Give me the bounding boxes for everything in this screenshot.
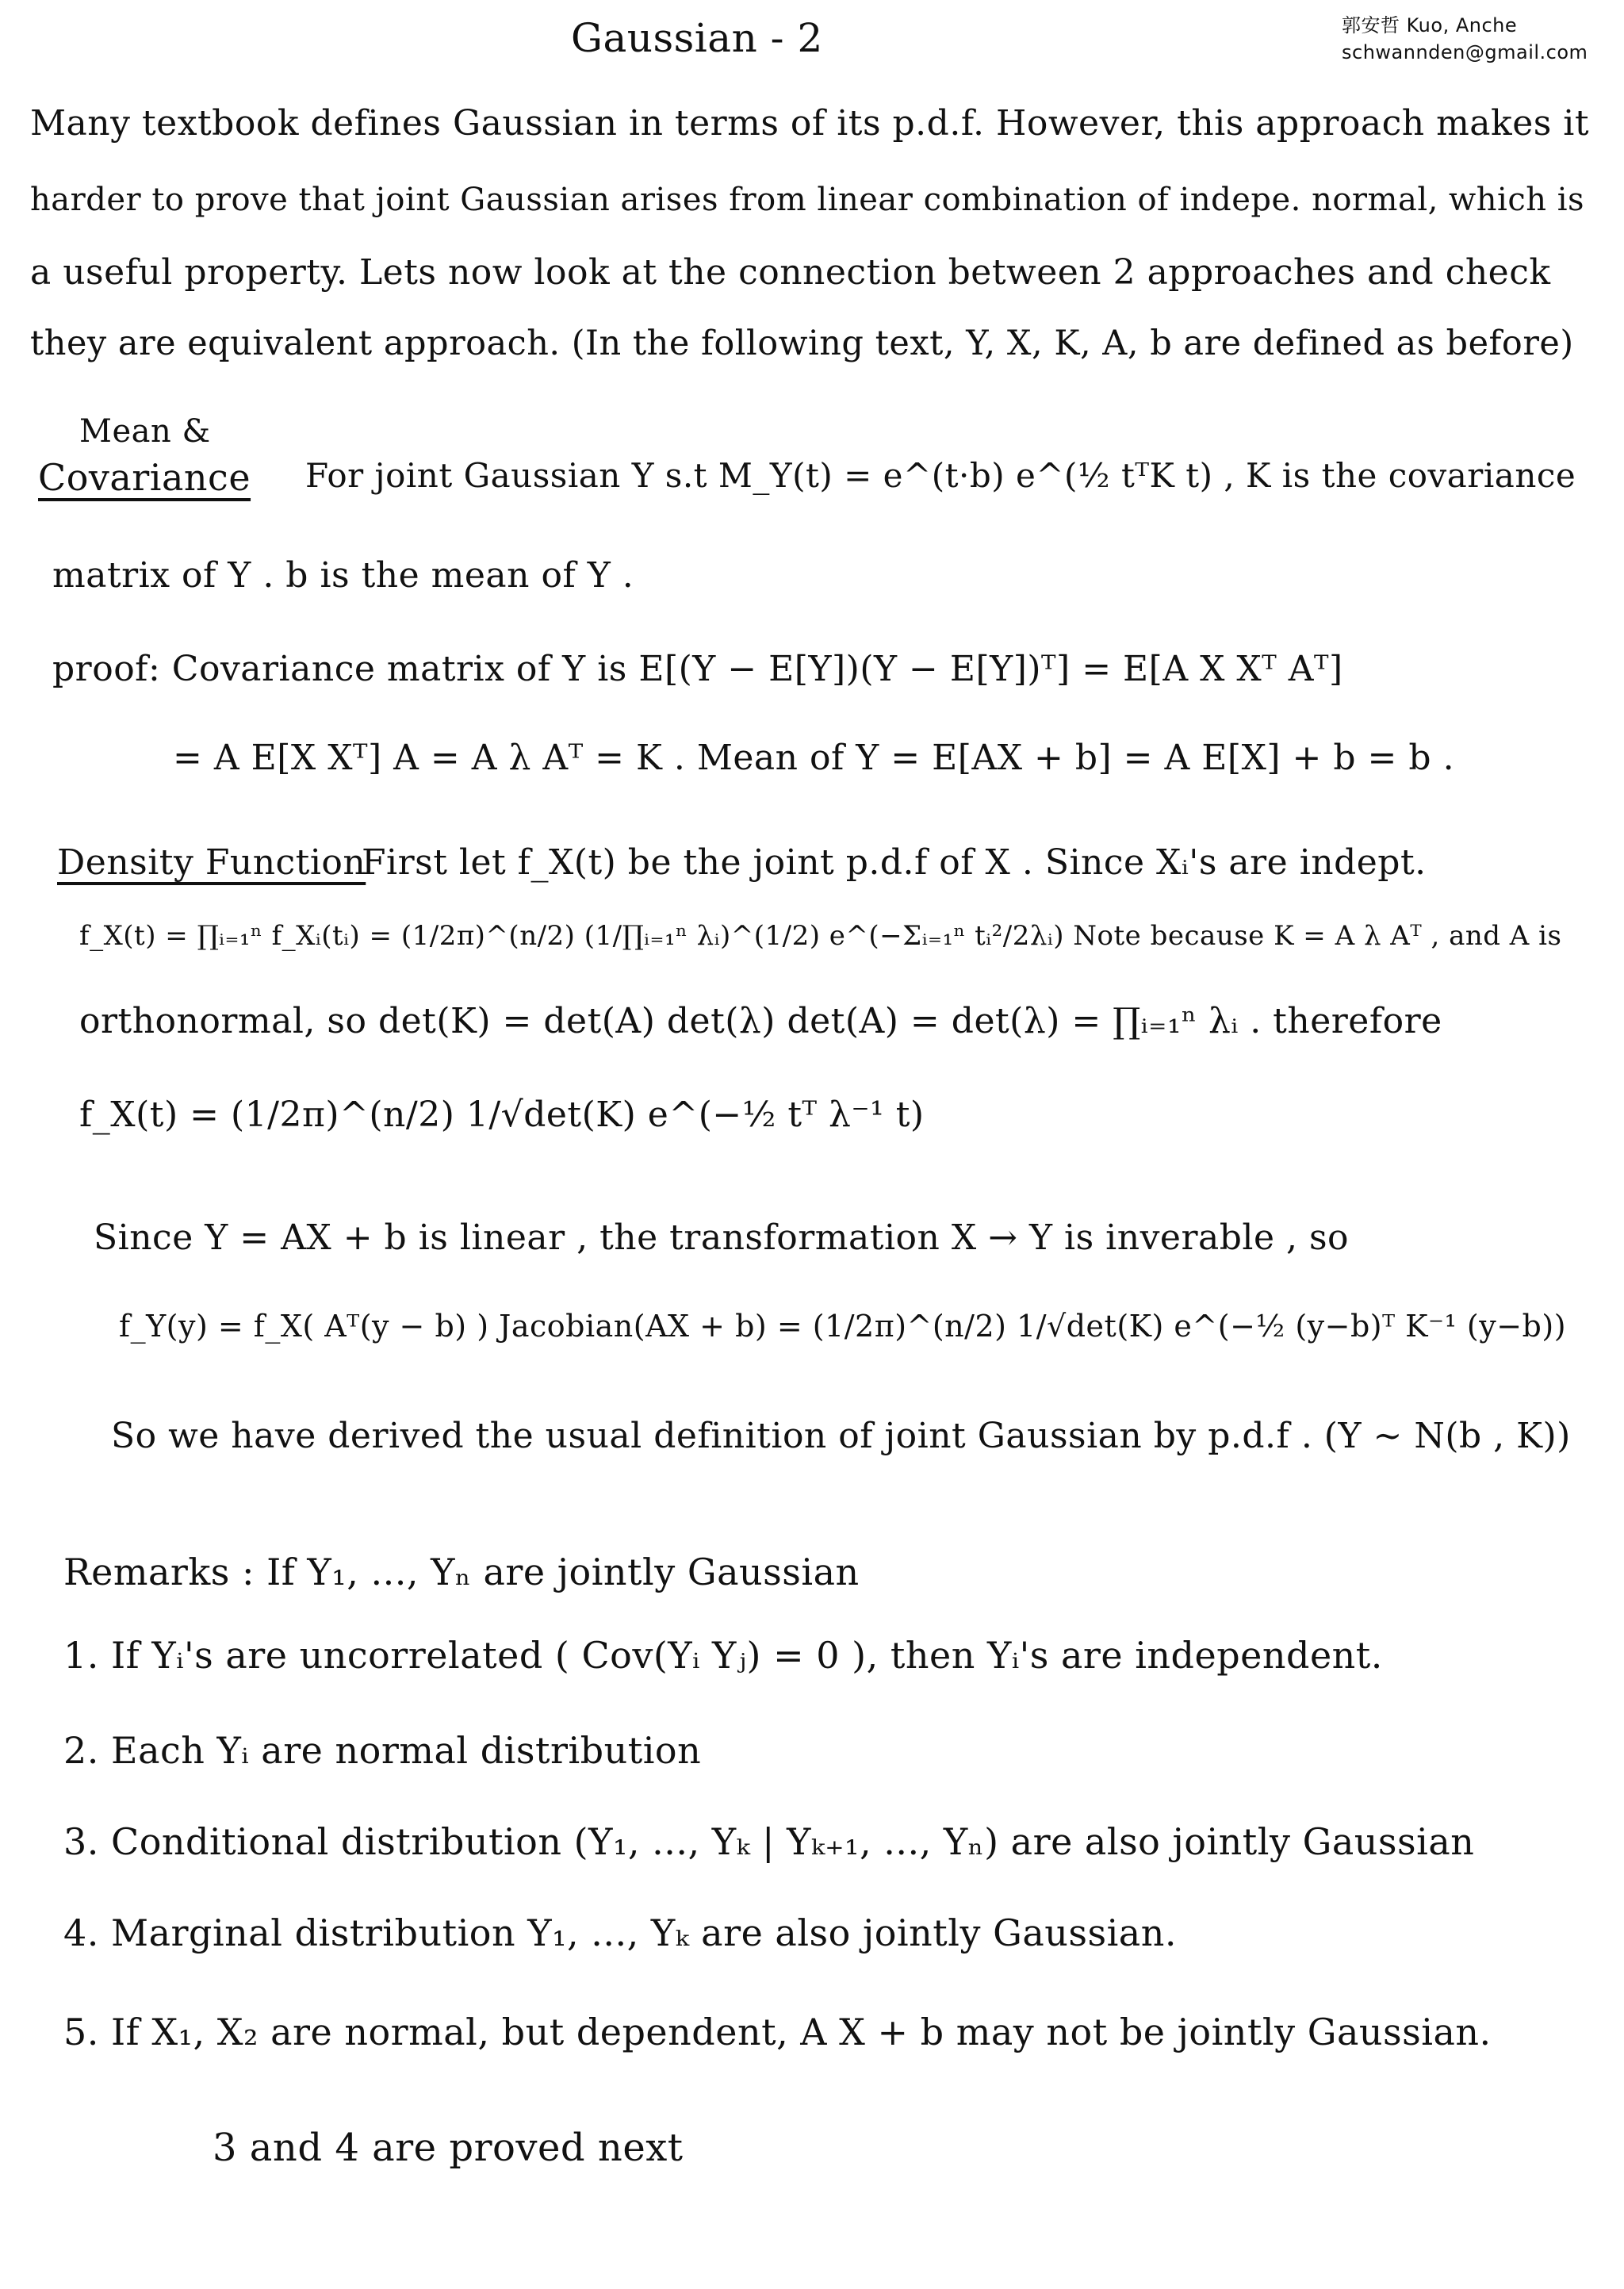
density-line-3: orthonormal, so det(K) = det(A) det(λ) det(A) = det(λ) = ∏ᵢ₌₁ⁿ λᵢ . therefore [79, 1001, 1442, 1041]
mean-cov-line-3: proof: Covariance matrix of Y is E[(Y − E[Y])(Y − E[Y])ᵀ] = E[A X Xᵀ Aᵀ] [52, 649, 1343, 689]
density-line-7: So we have derived the usual definition of joint Gaussian by p.d.f . (Y ~ N(b , K)) [111, 1416, 1571, 1456]
density-line-4: f_X(t) = (1/2π)^(n/2) 1/√det(K) e^(−½ tᵀ λ⁻¹ t) [79, 1095, 925, 1135]
intro-line-3: a useful property. Lets now look at the connection between 2 approaches and check [30, 252, 1551, 293]
density-line-6: f_Y(y) = f_X( Aᵀ(y − b) ) Jacobian(AX + b) = (1/2π)^(n/2) 1/√det(K) e^(−½ (y−b)ᵀ K⁻¹ (y−b)) [119, 1309, 1567, 1344]
section-heading-density: Density Function [57, 842, 366, 883]
density-line-1: First let f_X(t) be the joint p.d.f of X . Since Xᵢ's are indept. [362, 842, 1427, 883]
remarks-footer: 3 and 4 are proved next [213, 2126, 684, 2170]
section-heading-covariance: Covariance [38, 456, 251, 499]
density-line-2: f_X(t) = ∏ᵢ₌₁ⁿ f_Xᵢ(tᵢ) = (1/2π)^(n/2) (1/∏ᵢ₌₁ⁿ λᵢ)^(1/2) e^(−Σᵢ₌₁ⁿ tᵢ²/2λᵢ) Note because K = A λ Aᵀ , and A is [79, 920, 1562, 952]
remark-item-2: 2. Each Yᵢ are normal distribution [63, 1729, 702, 1772]
remark-item-3: 3. Conditional distribution (Y₁, ..., Yₖ | Yₖ₊₁, ..., Yₙ) are also jointly Gaussian [63, 1820, 1475, 1863]
remark-item-5: 5. If X₁, X₂ are normal, but dependent, A X + b may not be jointly Gaussian. [63, 2011, 1492, 2053]
remark-item-4: 4. Marginal distribution Y₁, ..., Yₖ are also jointly Gaussian. [63, 1911, 1177, 1954]
remark-item-1: 1. If Yᵢ's are uncorrelated ( Cov(Yᵢ Yⱼ) = 0 ), then Yᵢ's are independent. [63, 1634, 1383, 1677]
remarks-heading: Remarks : If Y₁, ..., Yₙ are jointly Gaussian [63, 1551, 860, 1593]
author-block [1342, 13, 1588, 66]
density-line-5: Since Y = AX + b is linear , the transformation X → Y is inverable , so [94, 1217, 1350, 1258]
author-name: 郭安哲 Kuo, Anche [1342, 14, 1518, 36]
intro-line-2: harder to prove that joint Gaussian arises from linear combination of indepe. normal, which is [30, 182, 1585, 218]
intro-line-1: Many textbook defines Gaussian in terms of its p.d.f. However, this approach makes it [30, 103, 1590, 144]
mean-cov-line-1: For joint Gaussian Y s.t M_Y(t) = e^(t·b) e^(½ tᵀK t) , K is the covariance [305, 456, 1576, 495]
mean-cov-line-4: = A E[X Xᵀ] A = A λ Aᵀ = K . Mean of Y = E[AX + b] = A E[X] + b = b . [173, 738, 1455, 778]
intro-line-4: they are equivalent approach. (In the following text, Y, X, K, A, b are defined as before) [30, 324, 1574, 363]
page-title: Gaussian - 2 [571, 15, 823, 61]
mean-cov-line-2: matrix of Y . b is the mean of Y . [52, 555, 634, 596]
author-email: schwannden@gmail.com [1342, 40, 1588, 63]
section-heading-mean: Mean & [79, 413, 211, 450]
